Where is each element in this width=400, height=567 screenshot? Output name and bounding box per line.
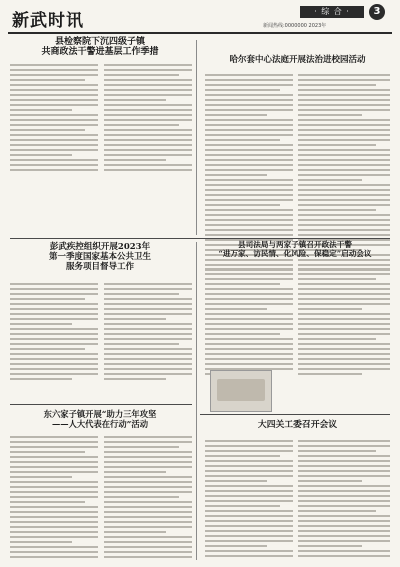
article-body xyxy=(205,440,293,560)
article-headline xyxy=(10,243,190,272)
article-body xyxy=(298,440,390,560)
article-body xyxy=(10,436,98,561)
section-label: · 综 合 · xyxy=(300,6,364,18)
masthead-meta: 新闻热线:0000000 2023年 xyxy=(263,23,327,29)
article-body xyxy=(298,268,390,378)
article-headline xyxy=(10,37,190,58)
article-body xyxy=(104,64,192,174)
headline-line: 哈尔套中心法庭开展法治进校园活动 xyxy=(229,55,366,65)
headline-line: 彭武疾控组织开展2023年 xyxy=(49,242,151,252)
headline-line: 县司法局与两家子镇召开政法干警 xyxy=(238,240,352,249)
article-body xyxy=(104,436,192,561)
article-headline xyxy=(205,56,390,66)
headline-line: 共商政法干警进基层工作季措 xyxy=(41,47,159,58)
article-headline xyxy=(205,420,390,430)
column-divider xyxy=(196,242,197,560)
masthead-title: 新武时讯 xyxy=(12,11,84,31)
article-photo xyxy=(210,370,272,412)
headline-line: 第一季度国家基本公共卫生 xyxy=(48,251,151,262)
headline-line: 大四关工委召开会议 xyxy=(257,420,338,430)
photo-content xyxy=(217,379,265,401)
headline-line: 服务项目督导工作 xyxy=(65,261,134,272)
article-body xyxy=(205,268,293,378)
headline-line: ——人大代表在行动”活动 xyxy=(51,418,149,429)
headline-line: 县检察院下沉四级子镇 xyxy=(54,37,145,47)
headline-line: “进万家、访民情、化风险、保稳定”启动会议 xyxy=(218,248,372,258)
section-divider xyxy=(10,404,192,405)
article-headline xyxy=(10,410,190,429)
page-number: 3 xyxy=(369,4,385,20)
section-divider xyxy=(200,414,390,415)
article-body xyxy=(104,283,192,383)
article-body xyxy=(10,64,98,174)
article-body xyxy=(10,283,98,383)
article-headline xyxy=(200,241,390,258)
column-divider xyxy=(196,40,197,235)
headline-line: 东六家子镇开展“助力三年攻坚 xyxy=(43,409,157,419)
